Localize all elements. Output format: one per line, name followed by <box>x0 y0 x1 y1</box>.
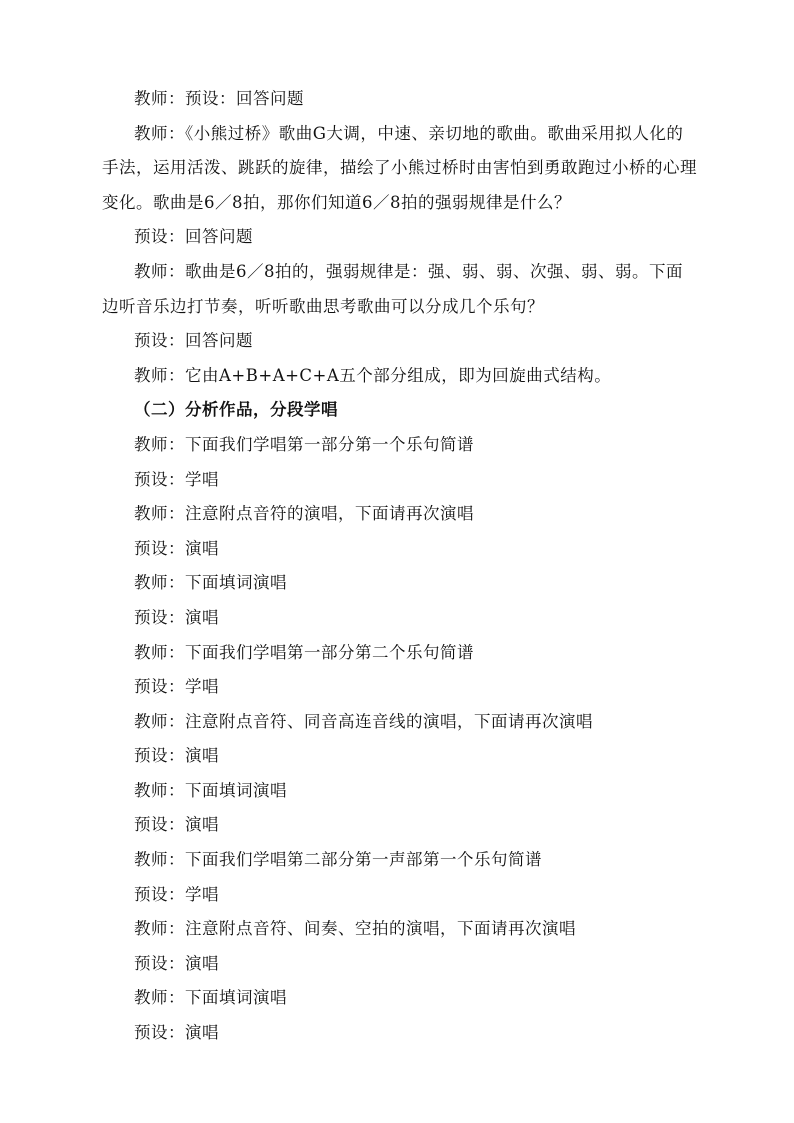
dialogue-line: 预设：演唱 <box>134 746 219 766</box>
paragraph: 预设：回答问题 <box>134 331 253 351</box>
dialogue-line: 预设：演唱 <box>134 1023 219 1043</box>
paragraph: 教师：它由A+B+A+C+A五个部分组成，即为回旋曲式结构。 <box>134 365 612 385</box>
dialogue-line: 预设：学唱 <box>134 677 219 697</box>
dialogue-line: 预设：演唱 <box>134 538 219 558</box>
dialogue-line: 预设：学唱 <box>134 884 219 904</box>
paragraph: 教师：《小熊过桥》歌曲G大调，中速、亲切地的歌曲。歌曲采用拟人化的手法，运用活泼、跳跃的旋律，描绘了小熊过桥时由害怕到勇敢跑过小桥的心理变化。歌曲是6／8拍，那你们知道6／8拍的强弱规律是什么？ <box>102 123 697 212</box>
dialogue-line: 教师：注意附点音符的演唱，下面请再次演唱 <box>134 504 474 524</box>
dialogue-line: 预设：演唱 <box>134 607 219 627</box>
dialogue-line: 教师：下面我们学唱第一部分第一个乐句简谱 <box>134 434 474 454</box>
section-heading: （二）分析作品，分段学唱 <box>134 400 338 420</box>
dialogue-line: 预设：演唱 <box>134 953 219 973</box>
paragraph: 教师：歌曲是6／8拍的，强弱规律是：强、弱、弱、次强、弱、弱。下面边听音乐边打节奏，听听歌曲思考歌曲可以分成几个乐句？ <box>102 261 683 316</box>
document-body <box>102 82 698 1051</box>
paragraph: 预设：回答问题 <box>134 227 253 247</box>
dialogue-line: 教师：下面我们学唱第二部分第一声部第一个乐句简谱 <box>134 850 542 870</box>
dialogue-line: 教师：下面填词演唱 <box>134 988 287 1008</box>
dialogue-line: 教师：下面填词演唱 <box>134 573 287 593</box>
dialogue-line: 教师：下面填词演唱 <box>134 780 287 800</box>
dialogue-line: 教师：注意附点音符、间奏、空拍的演唱，下面请再次演唱 <box>134 919 576 939</box>
dialogue-line: 预设：学唱 <box>134 469 219 489</box>
paragraph: 教师：预设：回答问题 <box>134 89 304 108</box>
dialogue-line: 教师：注意附点音符、同音高连音线的演唱，下面请再次演唱 <box>134 711 593 731</box>
dialogue-line: 预设：演唱 <box>134 815 219 835</box>
dialogue-line: 教师：下面我们学唱第一部分第二个乐句简谱 <box>134 642 474 662</box>
